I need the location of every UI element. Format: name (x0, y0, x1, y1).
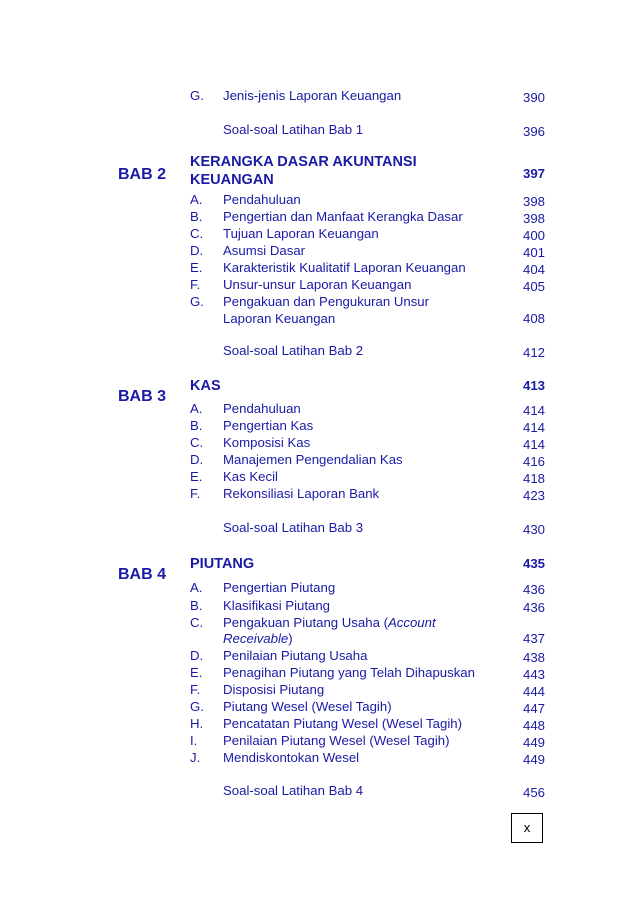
item-text-italic: Receivable (223, 631, 289, 646)
item-page: 414 (522, 420, 545, 435)
item-page: 443 (522, 667, 545, 682)
item-text[interactable]: Karakteristik Kualitatif Laporan Keuangan (223, 260, 466, 275)
exercise-page: 396 (522, 124, 545, 139)
item-text[interactable]: Pencatatan Piutang Wesel (Wesel Tagih) (223, 716, 462, 731)
item-text-continued[interactable]: Laporan Keuangan (223, 311, 336, 326)
item-page: 400 (522, 228, 545, 243)
item-letter: H. (190, 716, 204, 731)
item-letter: E. (190, 469, 203, 484)
item-letter: A. (190, 192, 203, 207)
item-page: 436 (522, 600, 545, 615)
item-page: 423 (522, 488, 545, 503)
item-letter: F. (190, 277, 201, 292)
chapter-label: BAB 4 (118, 566, 167, 583)
item-text-plain: ) (288, 631, 293, 646)
item-text[interactable]: Pendahuluan (223, 401, 301, 416)
chapter-title[interactable]: KAS (190, 378, 221, 394)
item-text-continued[interactable] (223, 631, 293, 646)
item-letter: B. (190, 209, 203, 224)
chapter-page: 413 (522, 378, 545, 393)
item-letter: G. (190, 88, 204, 103)
exercise-text[interactable]: Soal-soal Latihan Bab 2 (223, 343, 364, 358)
chapter-title[interactable]: PIUTANG (190, 556, 255, 572)
item-page: 398 (522, 211, 545, 226)
item-text[interactable]: Pengertian dan Manfaat Kerangka Dasar (223, 209, 463, 224)
item-letter: E. (190, 260, 203, 275)
item-text[interactable]: Klasifikasi Piutang (223, 598, 331, 613)
item-text[interactable]: Asumsi Dasar (223, 243, 306, 258)
item-text[interactable]: Penilaian Piutang Wesel (Wesel Tagih) (223, 733, 450, 748)
exercise-page: 412 (522, 345, 545, 360)
item-text[interactable] (223, 615, 436, 630)
item-letter: C. (190, 435, 204, 450)
item-text[interactable]: Kas Kecil (223, 469, 278, 484)
item-text[interactable]: Piutang Wesel (Wesel Tagih) (223, 699, 392, 714)
item-letter: A. (190, 580, 203, 595)
item-text[interactable]: Pengertian Piutang (223, 580, 336, 595)
item-letter: B. (190, 598, 203, 613)
item-letter: E. (190, 665, 203, 680)
item-letter: G. (190, 294, 204, 309)
item-letter: D. (190, 648, 204, 663)
item-page: 444 (522, 684, 545, 699)
item-page: 416 (522, 454, 545, 469)
item-page: 449 (522, 752, 545, 767)
item-text[interactable]: Rekonsiliasi Laporan Bank (223, 486, 380, 501)
item-text[interactable]: Manajemen Pengendalian Kas (223, 452, 403, 467)
item-letter: I. (190, 733, 198, 748)
item-page: 414 (522, 437, 545, 452)
exercise-text[interactable]: Soal-soal Latihan Bab 4 (223, 783, 364, 798)
item-letter: A. (190, 401, 203, 416)
item-page: 401 (522, 245, 545, 260)
exercise-text[interactable]: Soal-soal Latihan Bab 1 (223, 122, 364, 137)
item-page: 437 (522, 631, 545, 646)
item-letter: J. (190, 750, 201, 765)
item-page: 390 (522, 90, 545, 105)
item-letter: G. (190, 699, 204, 714)
chapter-label: BAB 2 (118, 166, 167, 183)
item-page: 438 (522, 650, 545, 665)
item-text[interactable]: Disposisi Piutang (223, 682, 325, 697)
item-page: 398 (522, 194, 545, 209)
item-text[interactable]: Tujuan Laporan Keuangan (223, 226, 379, 241)
item-letter: F. (190, 486, 201, 501)
page-number: x (523, 820, 531, 835)
item-letter: C. (190, 615, 204, 630)
chapter-page: 435 (522, 556, 545, 571)
chapter-title[interactable]: KEUANGAN (190, 172, 274, 188)
chapter-page: 397 (522, 166, 545, 181)
item-text-italic: Account (387, 615, 436, 630)
item-page: 418 (522, 471, 545, 486)
item-letter: B. (190, 418, 203, 433)
item-letter: C. (190, 226, 204, 241)
item-page: 405 (522, 279, 545, 294)
item-page: 414 (522, 403, 545, 418)
item-text[interactable]: Unsur-unsur Laporan Keuangan (223, 277, 412, 292)
item-text[interactable]: Pengertian Kas (223, 418, 314, 433)
item-text[interactable]: Pendahuluan (223, 192, 301, 207)
item-page: 448 (522, 718, 545, 733)
exercise-page: 456 (522, 785, 545, 800)
item-text[interactable]: Jenis-jenis Laporan Keuangan (223, 88, 402, 103)
item-letter: D. (190, 243, 204, 258)
item-page: 449 (522, 735, 545, 750)
item-page: 408 (522, 311, 545, 326)
item-text[interactable]: Penilaian Piutang Usaha (223, 648, 368, 663)
item-text-plain: Pengakuan Piutang Usaha ( (223, 615, 388, 630)
chapter-label: BAB 3 (118, 388, 167, 405)
item-text[interactable]: Pengakuan dan Pengukuran Unsur (223, 294, 430, 309)
item-text[interactable]: Komposisi Kas (223, 435, 311, 450)
chapter-title[interactable]: KERANGKA DASAR AKUNTANSI (190, 154, 417, 170)
exercise-text[interactable]: Soal-soal Latihan Bab 3 (223, 520, 364, 535)
page-number-box (511, 813, 543, 843)
item-page: 447 (522, 701, 545, 716)
item-text[interactable]: Mendiskontokan Wesel (223, 750, 360, 765)
item-letter: D. (190, 452, 204, 467)
item-page: 436 (522, 582, 545, 597)
item-letter: F. (190, 682, 201, 697)
item-page: 404 (522, 262, 545, 277)
item-text[interactable]: Penagihan Piutang yang Telah Dihapuskan (223, 665, 475, 680)
exercise-page: 430 (522, 522, 545, 537)
